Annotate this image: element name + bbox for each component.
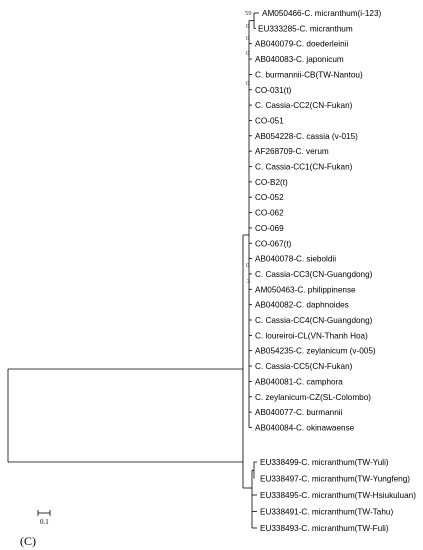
taxon-label: AB040078-C. sieboldii [255,254,337,264]
taxon-label: CO-067(t) [255,239,292,249]
taxon-label: EU333285-C. micranthum [258,24,353,34]
taxon-label: C. Cassia-CC1(CN-Fukan) [255,162,353,172]
taxon-label: C. zeylanicum-CZ(SL-Colombo) [255,392,372,402]
scale-bar [38,510,50,526]
taxon-label: CO-051 [255,116,284,126]
taxon-label: AM050466-C. micranthum(i-123) [262,9,382,18]
taxon-label: CO-062 [255,208,284,218]
taxon-label: AB040081-C. camphora [255,377,343,387]
taxon-label: C. Cassia-CC5(CN-Fukan) [255,362,353,372]
taxon-label: AB040082-C. daphnoides [255,300,349,310]
bootstrap-value: 0 [246,35,250,42]
bootstrap-value: 3 [247,278,251,285]
taxon-label: CO-B2(t) [255,177,288,187]
taxon-label: EU338491-C. micranthum(TW-Tahu) [260,507,394,517]
taxon-label: EU338499-C. micranthum(TW-Yuli) [260,458,389,467]
taxon-label: CO-031(t) [255,85,292,95]
taxon-label: AB054228-C. cassia (v-015) [255,131,358,141]
taxon-label: AM050463-C. philippinense [255,285,356,295]
bootstrap-value: 59 [245,10,252,17]
taxon-label: C. Cassia-CC2(CN-Fukan) [255,101,353,111]
taxon-label: C. burmannii-CB(TW-Nantou) [255,70,363,80]
taxon-label: AB040083-C. japonicum [255,55,344,65]
bootstrap-value: 0 [246,262,250,269]
taxon-label: C. Cassia-CC4(CN-Guangdong) [255,316,373,325]
bootstrap-values [245,10,252,285]
taxon-label: EU338497-C. micranthum(TW-Yungfeng) [260,474,411,484]
bootstrap-value: 0 [246,50,250,57]
scale-bar-label: 0.1 [40,518,49,526]
taxon-label: AB040077-C. burmannii [255,408,343,418]
taxon-label: AB040084-C. okinawaense [255,423,355,433]
taxon-label: C. loureiroi-CL(VN-Thanh Hoa) [255,331,368,341]
taxon-label: C. Cassia-CC3(CN-Guangdong) [255,269,373,279]
tree-branches [8,13,259,528]
bootstrap-value: 0 [246,80,250,87]
bootstrap-value: 0 [246,23,250,30]
taxon-label: AF268709-C. verum [255,147,329,157]
taxon-label: AB040079-C. doederleinii [255,39,349,49]
taxon-label: CO-052 [255,193,284,203]
panel-label: (C) [20,534,36,548]
taxon-label: AB054235-C. zeylanicum (v-005) [255,346,376,356]
taxon-label: EU338493-C. micranthum(TW-Fuli) [260,524,389,533]
taxon-labels [255,9,416,533]
taxon-label: CO-069 [255,223,284,233]
taxon-label: EU338495-C. micranthum(TW-Hsiukuluan) [260,491,416,500]
